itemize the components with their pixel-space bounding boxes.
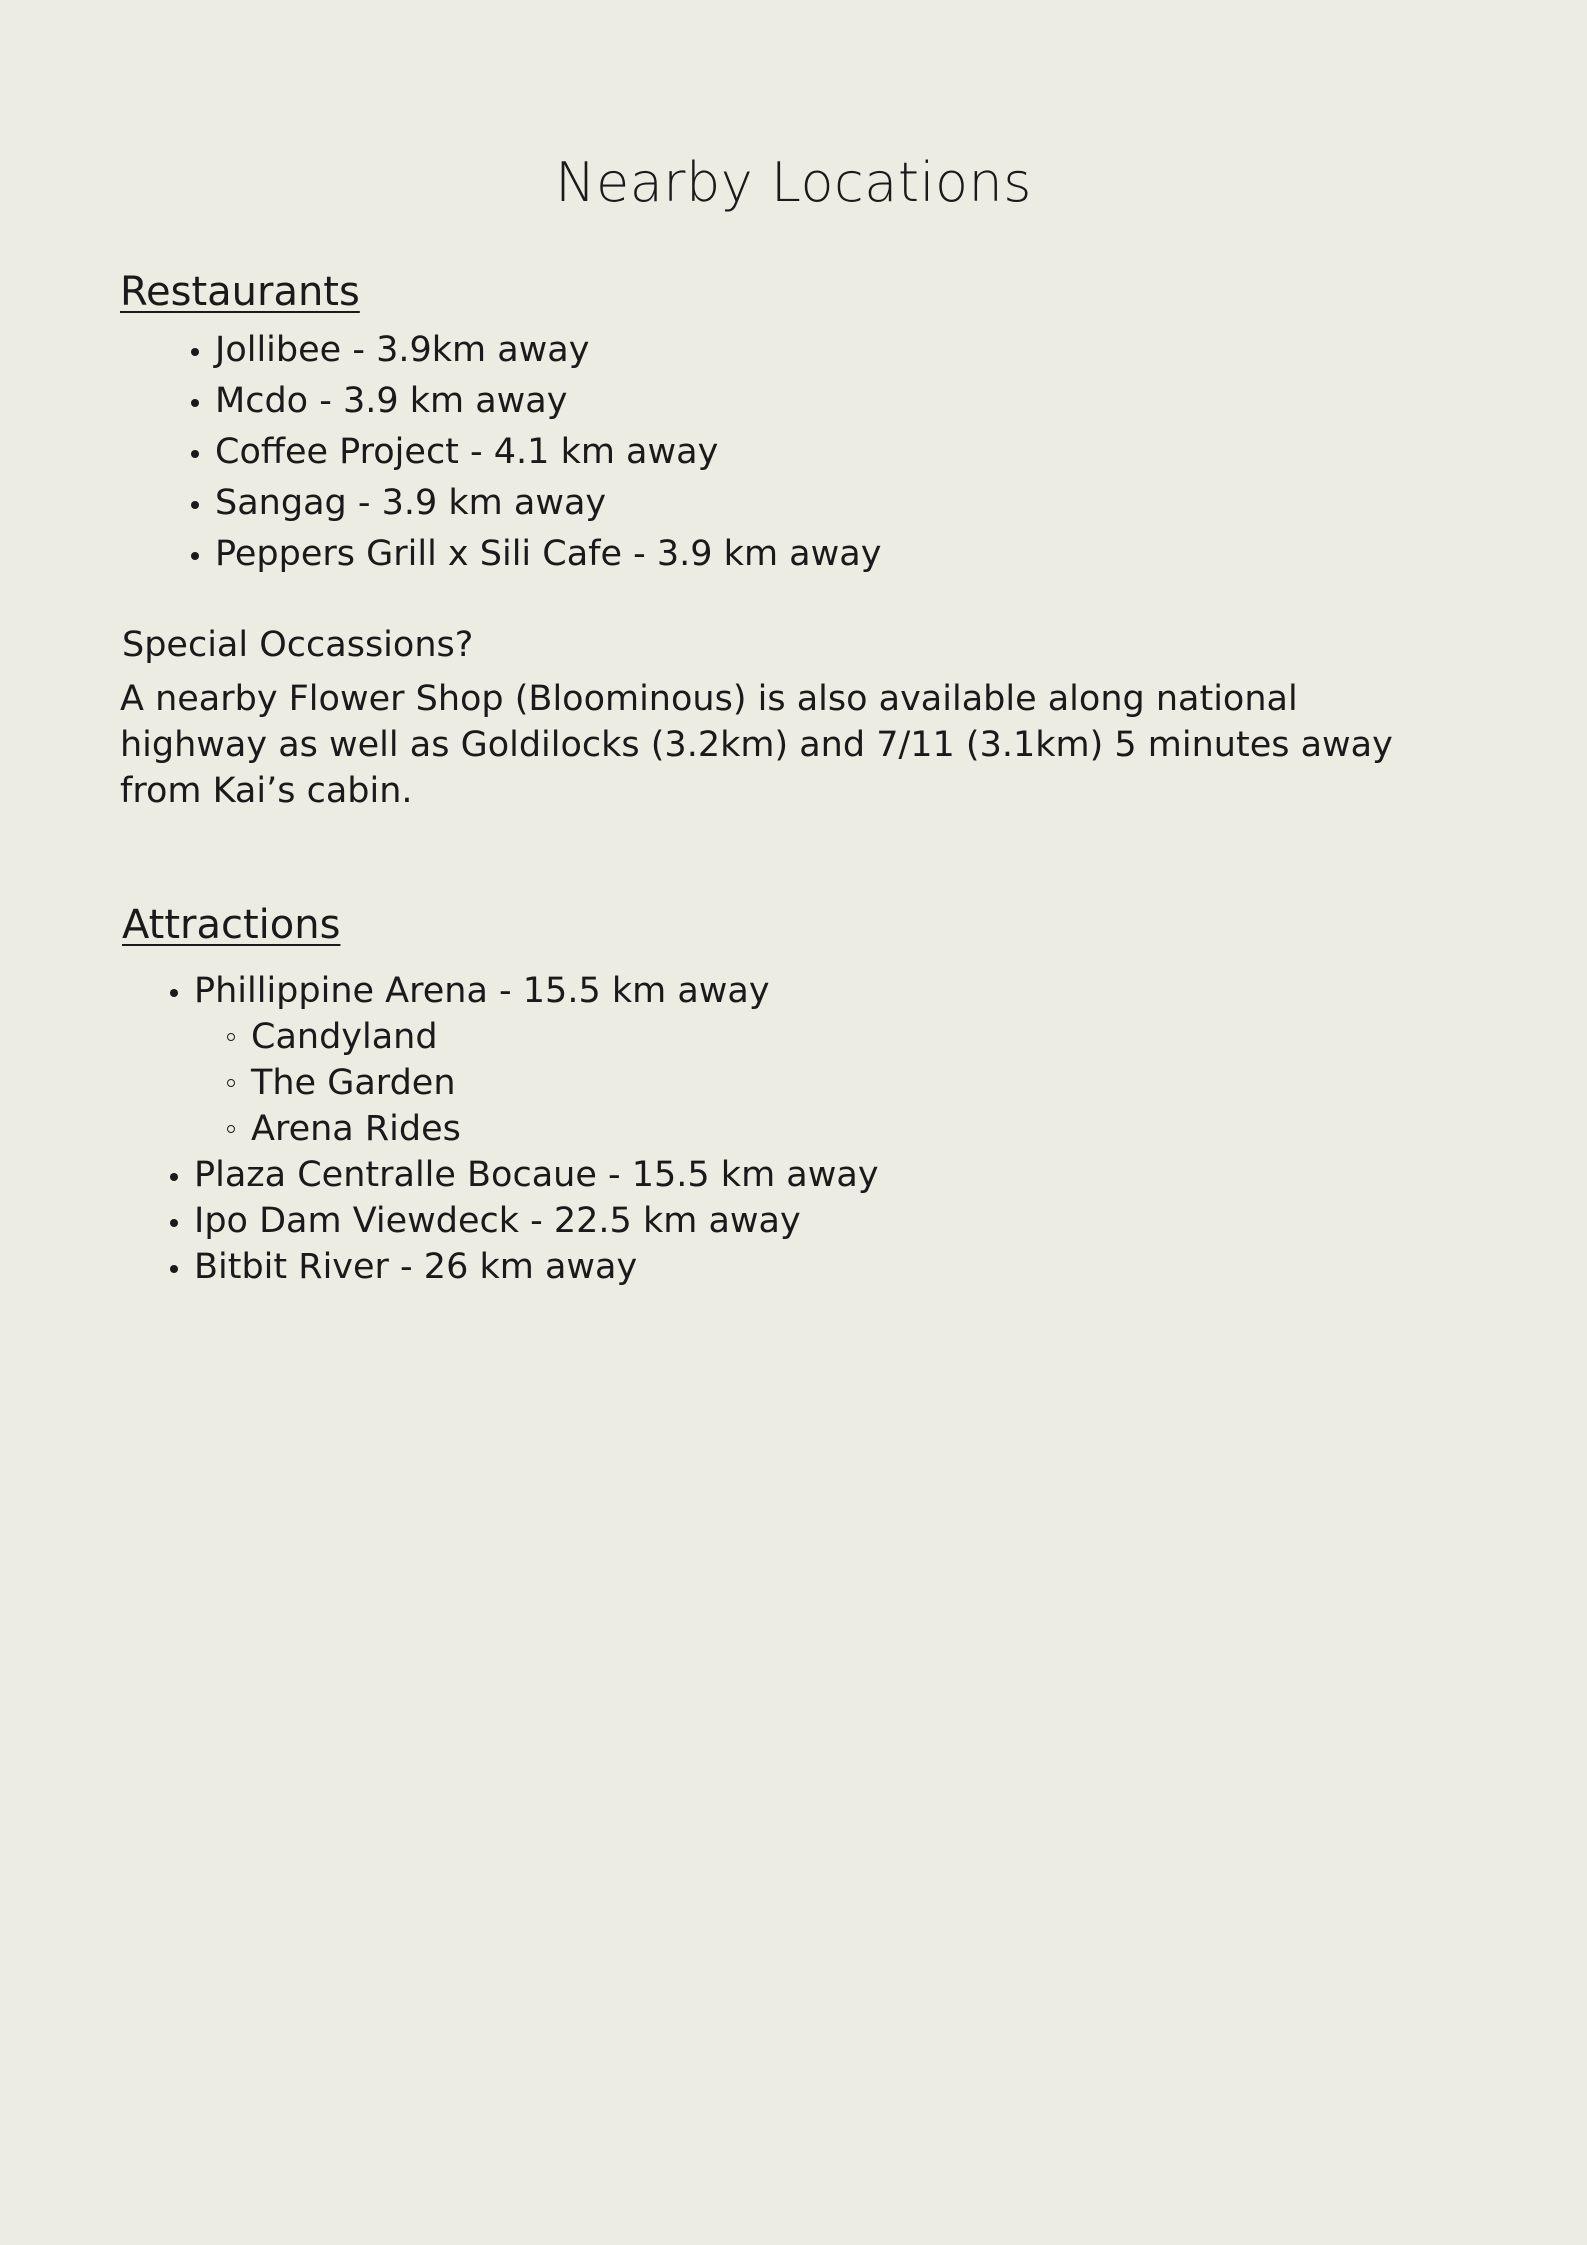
- restaurant-list: [215, 325, 881, 580]
- restaurants-heading: Restaurants: [120, 269, 360, 315]
- list-item: Mcdo - 3.9 km away: [215, 376, 881, 427]
- attractions-heading: Attractions: [122, 902, 341, 948]
- list-item: Ipo Dam Viewdeck - 22.5 km away: [194, 1198, 879, 1244]
- special-occasions-heading: Special Occassions?: [122, 625, 474, 665]
- attraction-list: [194, 968, 879, 1290]
- sublist-item: Arena Rides: [251, 1106, 879, 1152]
- list-item: Plaza Centralle Bocaue - 15.5 km away: [194, 1152, 879, 1198]
- sublist-item: Candyland: [251, 1014, 879, 1060]
- list-item-label: Phillippine Arena - 15.5 km away: [194, 971, 770, 1011]
- list-item: Bitbit River - 26 km away: [194, 1244, 879, 1290]
- list-item: Coffee Project - 4.1 km away: [215, 427, 881, 478]
- list-item: [194, 968, 879, 1152]
- page-title: Nearby Locations: [555, 151, 1032, 214]
- list-item: Sangag - 3.9 km away: [215, 478, 881, 529]
- list-item: Peppers Grill x Sili Cafe - 3.9 km away: [215, 529, 881, 580]
- list-item: Jollibee - 3.9km away: [215, 325, 881, 376]
- attraction-sublist: [194, 1014, 879, 1152]
- special-occasions-text: A nearby Flower Shop (Bloominous) is also available along national highway as well as Goldilocks (3.2km) and 7/11 (3.1km) 5 minutes away from Kai’s cabin.: [120, 679, 1393, 811]
- sublist-item: The Garden: [251, 1060, 879, 1106]
